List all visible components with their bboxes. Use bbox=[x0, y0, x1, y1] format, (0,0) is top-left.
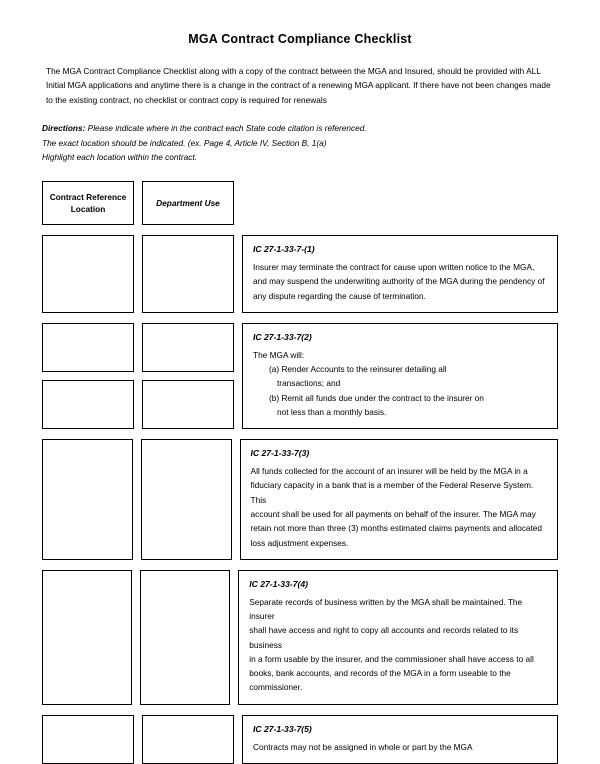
contract-reference-input[interactable] bbox=[42, 323, 134, 372]
citation-code: IC 27-1-33-7(3) bbox=[250, 448, 310, 459]
contract-reference-input[interactable] bbox=[42, 439, 133, 560]
directions-line-3: Highlight each location within the contract. bbox=[42, 152, 197, 163]
provision-cell bbox=[238, 570, 558, 705]
directions-label: Directions: bbox=[42, 122, 86, 133]
reference-column bbox=[42, 715, 134, 764]
contract-reference-input[interactable] bbox=[42, 380, 134, 429]
department-column bbox=[142, 715, 234, 764]
provision-line: fiduciary capacity in a bank that is a member of the Federal Reserve System. This bbox=[250, 480, 534, 505]
citation-code: IC 27-1-33-7(4) bbox=[249, 578, 308, 589]
provision-cell bbox=[242, 235, 558, 313]
reference-column bbox=[42, 439, 133, 560]
provision-cell bbox=[242, 323, 558, 429]
directions-block bbox=[42, 121, 558, 165]
provision-line: shall have access and right to copy all accounts and records related to its business bbox=[249, 625, 519, 650]
department-use-input[interactable] bbox=[141, 439, 232, 560]
contract-reference-input[interactable] bbox=[42, 235, 134, 313]
table-header-row bbox=[42, 181, 558, 225]
citation-code: IC 27-1-33-7(2) bbox=[253, 331, 312, 342]
provision-cell bbox=[242, 715, 558, 764]
provision-line: (b) Remit all funds due under the contract to the insurer on bbox=[269, 392, 484, 403]
intro-paragraph: The MGA Contract Compliance Checklist along with a copy of the contract between the MGA and Insured, should be provided with ALL Initial MGA applications and anytime there is a change in the contract of a renewing MGA applicant. If there have not been changes made to the existing contract, no checklist or contract copy is required for renewals bbox=[46, 66, 551, 105]
provision-line: and may suspend the underwriting authority of the MGA during the pendency of bbox=[253, 276, 545, 287]
directions-line-1 bbox=[42, 121, 558, 136]
department-use-input[interactable] bbox=[142, 235, 234, 313]
reference-column bbox=[42, 570, 132, 705]
reference-column bbox=[42, 235, 134, 313]
provision-line: not less than a monthly basis. bbox=[277, 406, 387, 417]
provision-line: books, bank accounts, and records of the MGA in a form useable to the bbox=[249, 668, 511, 679]
table-row bbox=[42, 570, 558, 705]
department-column bbox=[142, 323, 234, 429]
table-row bbox=[42, 715, 558, 764]
department-use-input[interactable] bbox=[142, 715, 234, 764]
table-row bbox=[42, 235, 558, 313]
citation-code: IC 27-1-33-7-(1) bbox=[253, 244, 315, 255]
column-header-department-use: Department Use bbox=[142, 181, 234, 225]
page-title: MGA Contract Compliance Checklist bbox=[188, 32, 412, 46]
provision-line: any dispute regarding the cause of termination. bbox=[253, 290, 426, 301]
department-use-input[interactable] bbox=[140, 570, 230, 705]
directions-line-2: The exact location should be indicated. (ex. Page 4, Article IV, Section B, 1(a) bbox=[42, 137, 327, 148]
table-row bbox=[42, 439, 558, 560]
citation-code: IC 27-1-33-7(5) bbox=[253, 723, 312, 734]
contract-reference-input[interactable] bbox=[42, 715, 134, 764]
provision-line: loss adjustment expenses. bbox=[250, 537, 349, 548]
provision-line: commissioner. bbox=[249, 682, 303, 693]
department-column bbox=[141, 439, 232, 560]
provision-line: Contracts may not be assigned in whole or part by the MGA bbox=[253, 741, 473, 752]
reference-column bbox=[42, 323, 134, 429]
column-header-contract-reference: Contract Reference Location bbox=[42, 181, 134, 225]
directions-text-1: Please indicate where in the contract each State code citation is referenced. bbox=[87, 122, 367, 133]
department-use-input[interactable] bbox=[142, 323, 234, 372]
checklist-table bbox=[42, 181, 558, 764]
department-column bbox=[140, 570, 230, 705]
provision-line: transactions; and bbox=[277, 378, 341, 389]
provision-line: in a form usable by the insurer, and the commissioner shall have access to all bbox=[249, 653, 534, 664]
provision-line: The MGA will: bbox=[253, 349, 305, 360]
provision-line: All funds collected for the account of an insurer will be held by the MGA in a bbox=[250, 466, 528, 477]
department-use-input[interactable] bbox=[142, 380, 234, 429]
provision-line: Insurer may terminate the contract for cause upon written notice to the MGA, bbox=[253, 262, 535, 273]
provision-cell bbox=[240, 439, 558, 560]
contract-reference-input[interactable] bbox=[42, 570, 132, 705]
provision-line: retain not more than three (3) months estimated claims payments and allocated bbox=[250, 523, 542, 534]
provision-line: (a) Render Accounts to the reinsurer detailing all bbox=[269, 364, 447, 375]
department-column bbox=[142, 235, 234, 313]
provision-line: account shall be used for all payments on behalf of the insurer. The MGA may bbox=[250, 509, 536, 520]
provision-line: Separate records of business written by the MGA shall be maintained. The insurer bbox=[249, 596, 523, 622]
table-row bbox=[42, 323, 558, 429]
